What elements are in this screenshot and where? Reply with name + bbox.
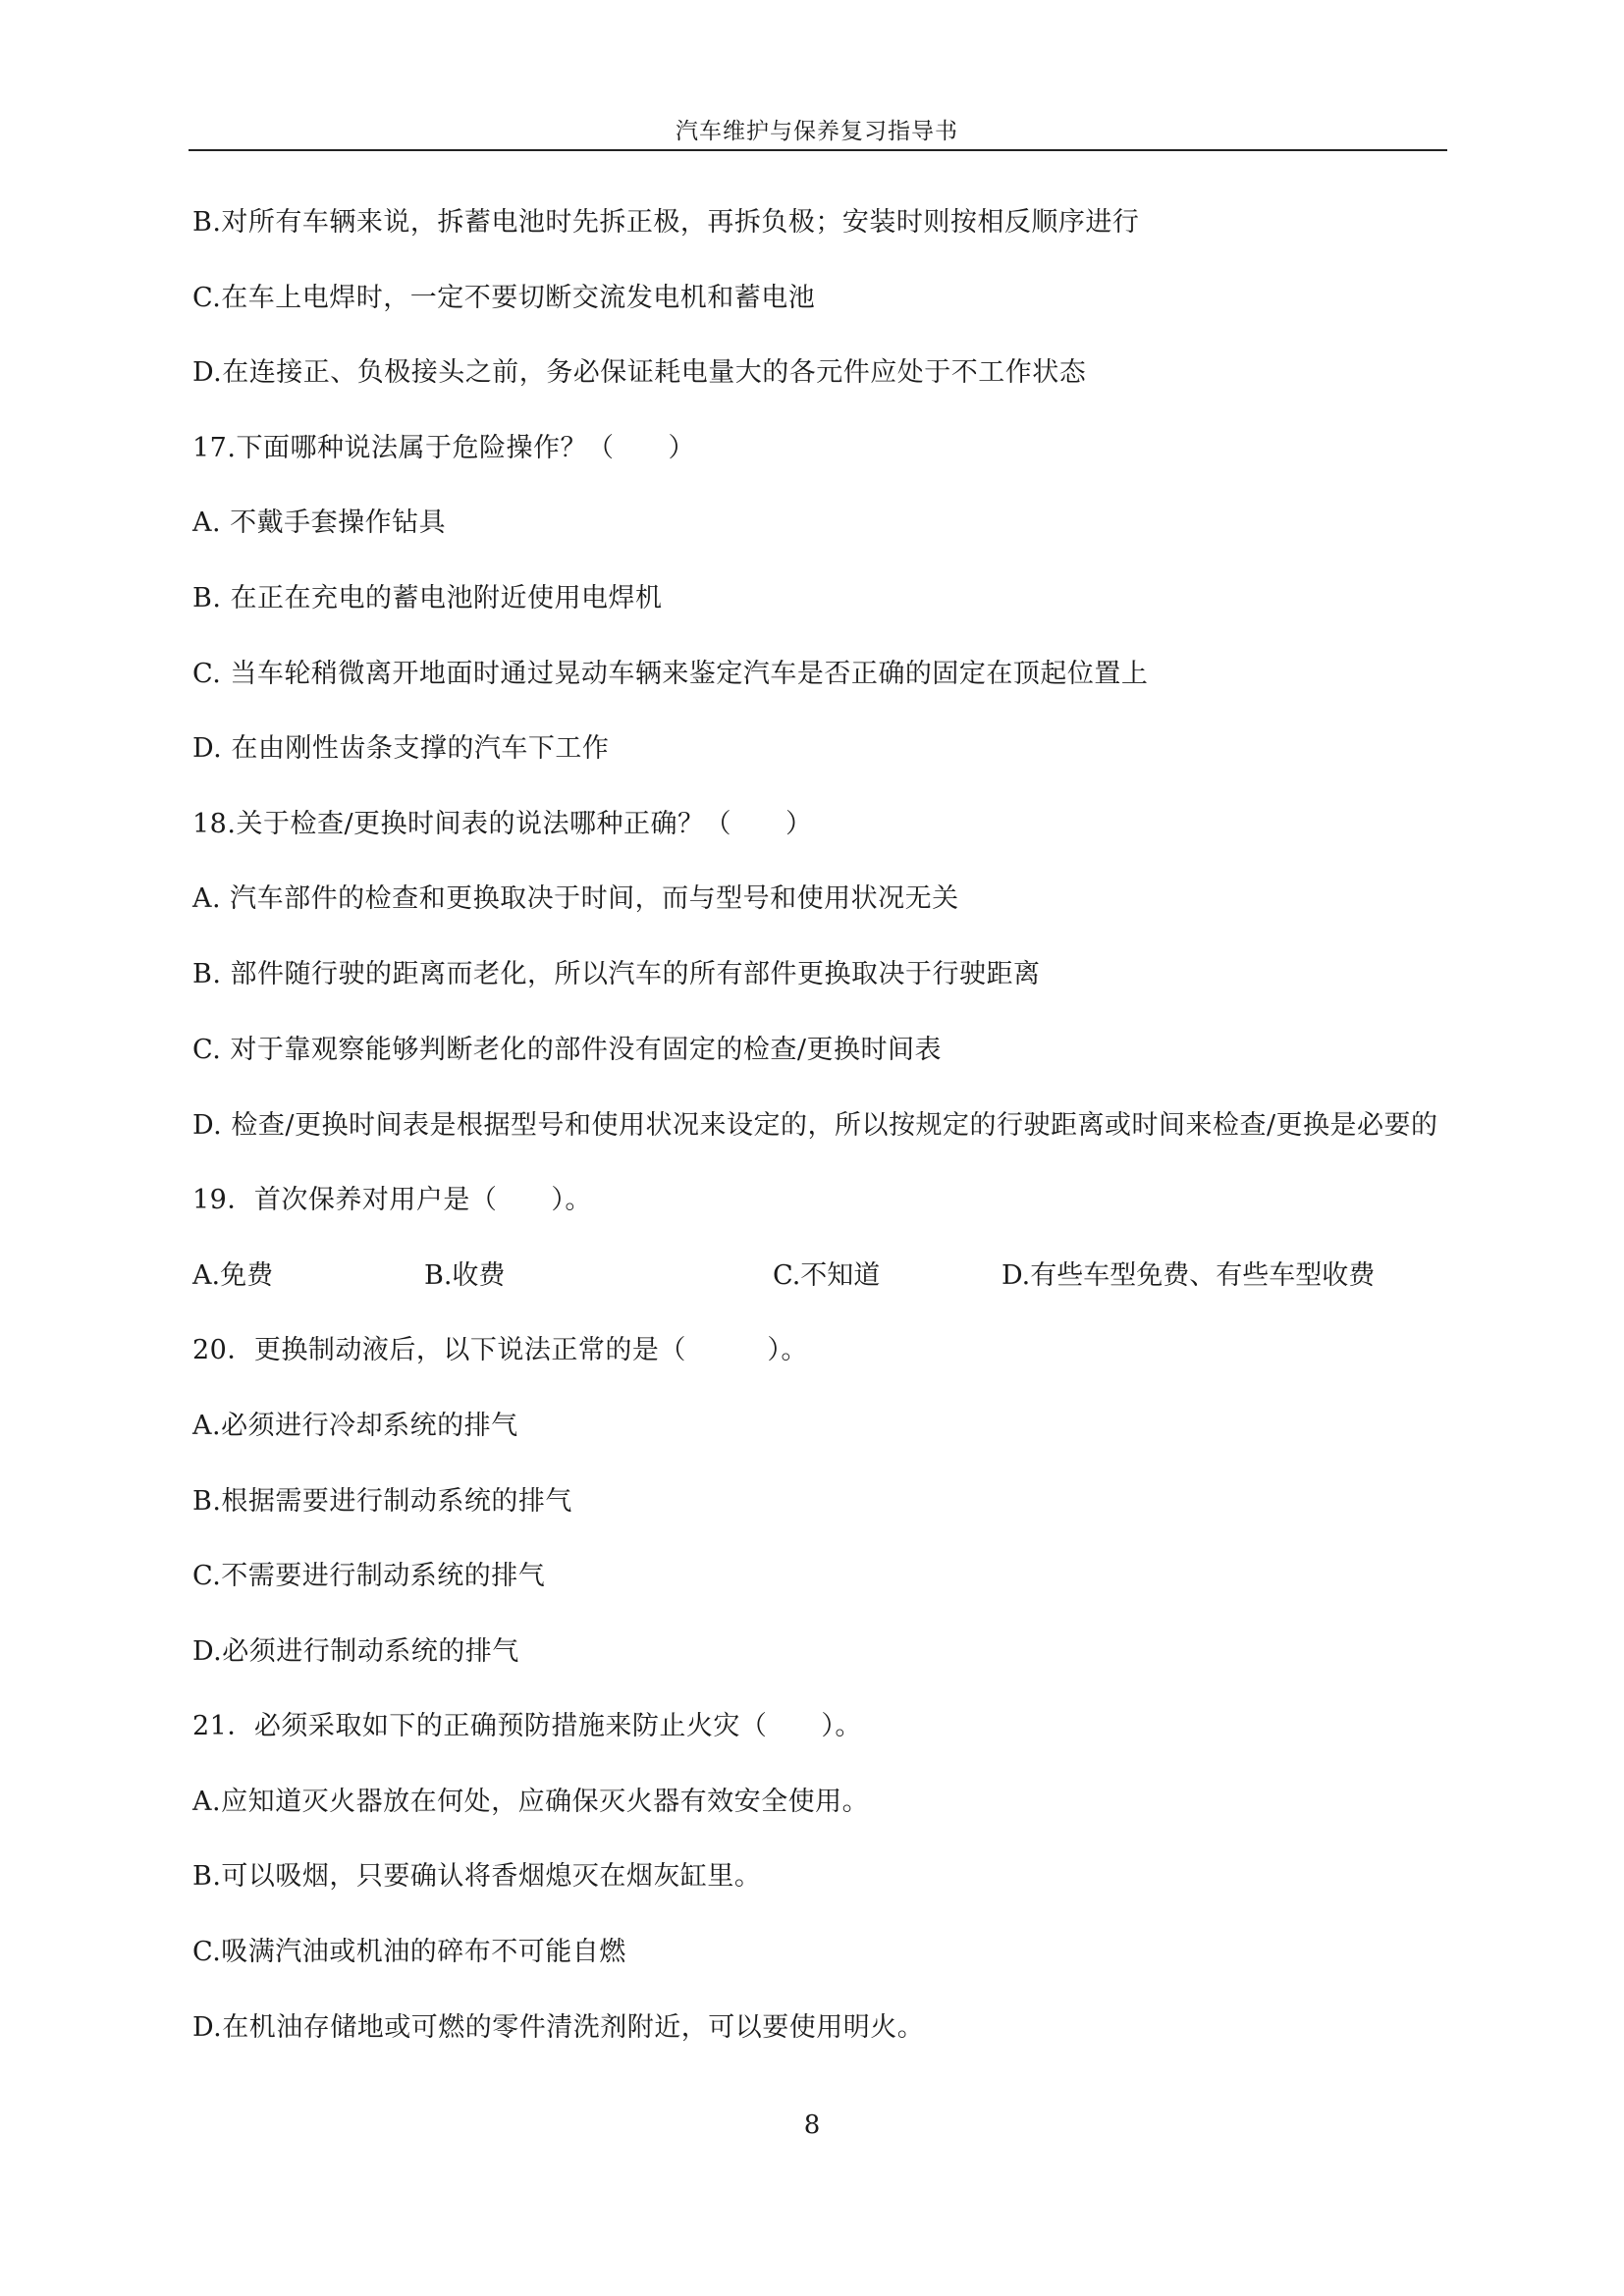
question-19: 19．首次保养对用户是（ ）。 xyxy=(192,1185,592,1216)
option-line: C.在车上电焊时，一定不要切断交流发电机和蓄电池 xyxy=(192,282,816,313)
question-17-option-d: D. 在由刚性齿条支撑的汽车下工作 xyxy=(192,733,610,765)
question-20-option-d: D.必须进行制动系统的排气 xyxy=(192,1635,519,1667)
running-header-title: 汽车维护与保养复习指导书 xyxy=(676,119,958,144)
question-21: 21．必须采取如下的正确预防措施来防止火灾（ ）。 xyxy=(192,1711,862,1742)
option-line: B.对所有车辆来说，拆蓄电池时先拆正极，再拆负极；安装时则按相反顺序进行 xyxy=(192,207,1140,238)
question-18: 18.关于检查/更换时间表的说法哪种正确？（ ） xyxy=(192,808,813,839)
question-18-option-c: C. 对于靠观察能够判断老化的部件没有固定的检查/更换时间表 xyxy=(192,1034,942,1065)
question-19-options xyxy=(192,1257,1449,1295)
question-20-option-b: B.根据需要进行制动系统的排气 xyxy=(192,1485,572,1517)
page-number: 8 xyxy=(803,2110,821,2140)
question-21-option-b: B.可以吸烟，只要确认将香烟熄灭在烟灰缸里。 xyxy=(192,1861,762,1893)
question-17-option-b: B. 在正在充电的蓄电池附近使用电焊机 xyxy=(192,582,663,614)
question-19-option-d: D.有些车型免费、有些车型收费 xyxy=(1001,1259,1376,1291)
question-17-option-c: C. 当车轮稍微离开地面时通过晃动车辆来鉴定汽车是否正确的固定在顶起位置上 xyxy=(192,658,1149,689)
question-20-option-c: C.不需要进行制动系统的排气 xyxy=(192,1561,546,1592)
question-20-option-a: A.必须进行冷却系统的排气 xyxy=(192,1410,518,1441)
header-rule xyxy=(189,149,1447,151)
question-19-option-c: C.不知道 xyxy=(773,1259,881,1291)
question-21-option-a: A.应知道灭火器放在何处，应确保灭火器有效安全使用。 xyxy=(192,1786,870,1817)
question-21-option-d: D.在机油存储地或可燃的零件清洗剂附近，可以要使用明火。 xyxy=(192,2011,925,2043)
question-17-option-a: A. 不戴手套操作钻具 xyxy=(192,507,447,539)
document-body xyxy=(192,204,1449,2084)
question-20: 20．更换制动液后，以下说法正常的是（ ）。 xyxy=(192,1335,808,1366)
question-21-option-c: C.吸满汽油或机油的碎布不可能自燃 xyxy=(192,1937,626,1968)
question-17: 17.下面哪种说法属于危险操作？（ ） xyxy=(192,432,695,463)
question-18-option-a: A. 汽车部件的检查和更换取决于时间，而与型号和使用状况无关 xyxy=(192,883,959,915)
option-line: D.在连接正、负极接头之前，务必保证耗电量大的各元件应处于不工作状态 xyxy=(192,357,1087,389)
question-19-option-b: B.收费 xyxy=(424,1259,506,1291)
question-19-option-a: A.免费 xyxy=(192,1259,274,1291)
question-18-option-b: B. 部件随行驶的距离而老化，所以汽车的所有部件更换取决于行驶距离 xyxy=(192,958,1041,989)
question-18-option-d: D. 检查/更换时间表是根据型号和使用状况来设定的，所以按规定的行驶距离或时间来检查/更换是必要的 xyxy=(192,1110,1438,1142)
